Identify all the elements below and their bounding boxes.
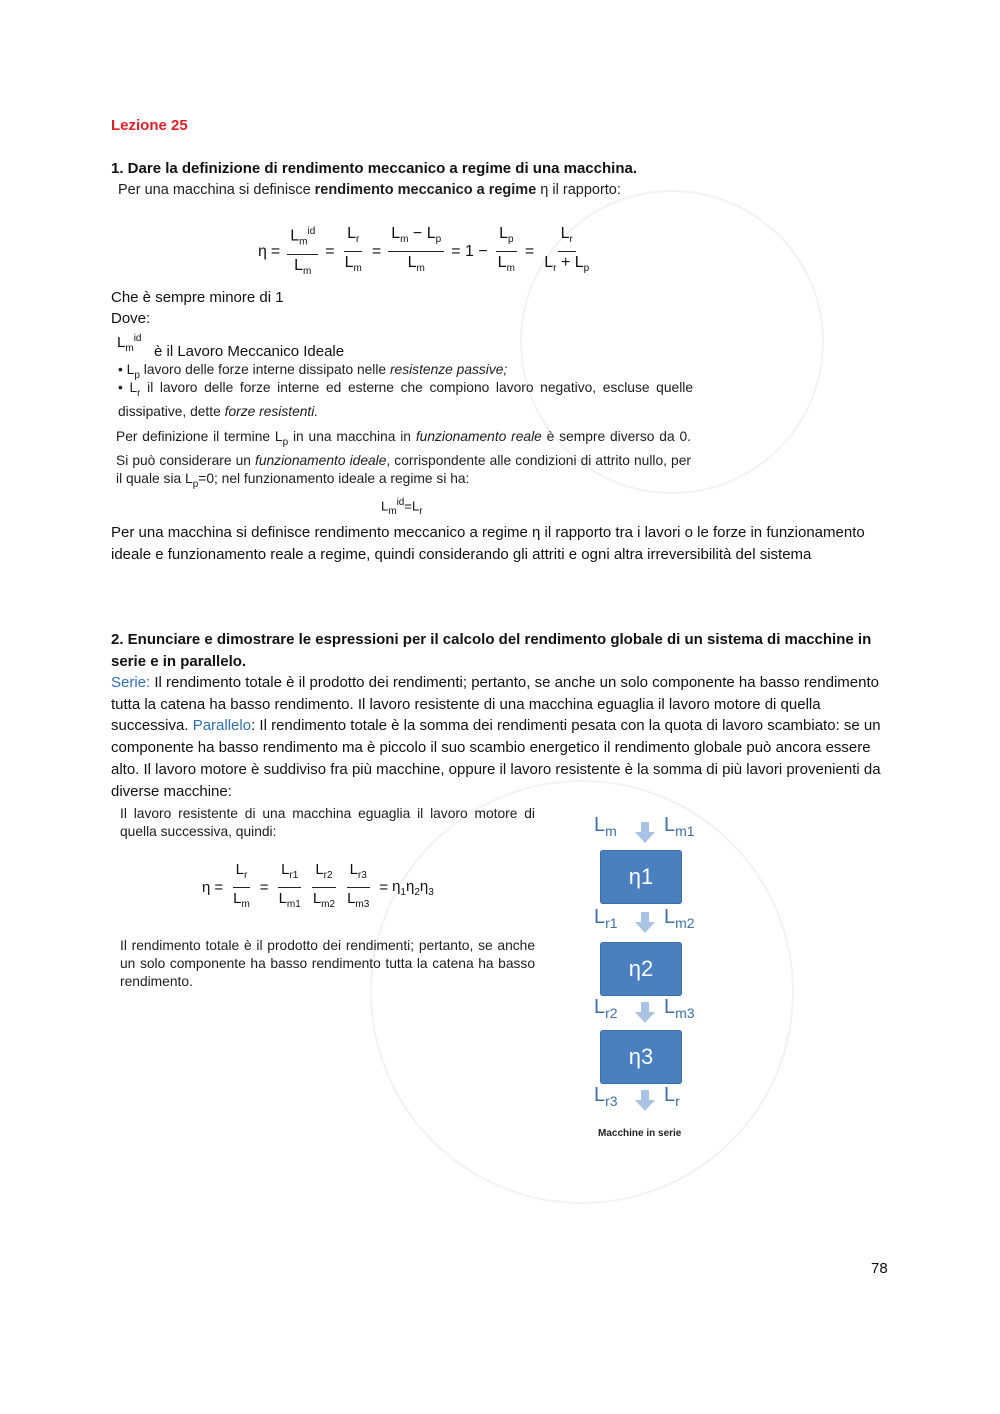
block-eta2: η2 [600, 942, 682, 996]
question-1-title: 1. Dare la definizione di rendimento meccanico a regime di una macchina. [111, 160, 637, 177]
parallelo-label: Parallelo [192, 717, 252, 735]
series-image-intro: Il lavoro resistente di una macchina eguaglia il lavoro motore di quella successiva, quindi: [120, 806, 535, 839]
lmid-text: è il Lavoro Meccanico Ideale [154, 343, 345, 360]
serie-label: Serie: [111, 674, 151, 691]
efficiency-formula: η = $\frac{L_m^{id}}{L_m}$ = $\frac{L_r}{L_m}$ = $\frac{L_m - L_p}{L_m}$ = 1 − $\frac{L_p}{L_m}$ = $\frac{L_r}{L_r + L_p}$ [258, 222, 595, 282]
label-lm3: $L_{m3}$ [664, 996, 695, 1021]
question-2-title: 2. Enunciare e dimostrare le espressioni per il calcolo del rendimento globale di un sistema di macchine in serie e in parallelo. [111, 631, 872, 670]
lp-bullet: • $L_p$ lavoro delle forze interne dissipato nelle resistenze passive; [118, 362, 508, 381]
lr-bullet: • $L_r$ il lavoro delle forze interne ed esterne che compiono lavoro negativo, escluse quelle dissipative, dette forze resistenti. [118, 380, 693, 419]
series-image-conclusion: Il rendimento totale è il prodotto dei rendimenti; pertanto, se anche un solo componente ha basso rendimento tutta la catena ha basso rendimento. [120, 938, 535, 989]
label-lm1: $L_{m1}$ [664, 814, 695, 839]
always-less-than-one: Che è sempre minore di 1 [111, 289, 284, 306]
series-diagram [590, 808, 710, 1148]
diagram-caption: Macchine in serie [598, 1128, 682, 1139]
label-lr2: $L_{r2}$ [594, 996, 618, 1021]
arrow-down-icon [634, 822, 656, 844]
arrow-down-icon [634, 1002, 656, 1024]
lmid-definition: $L_m^{id}$ [117, 333, 142, 354]
label-lm: $L_m$ [594, 814, 617, 839]
dove-label: Dove: [111, 310, 151, 327]
block-eta1: η1 [600, 850, 682, 904]
label-lm2: $L_{m2}$ [664, 906, 695, 931]
q1-summary: Per una macchina si definisce rendimento meccanico a regime η il rapporto tra i lavori o le forze in funzionamento ideale e funzionamento reale a regime, quindi considerando gli attriti e ogni altra irreversibilità del sistema [111, 524, 865, 563]
label-lr3: $L_{r3}$ [594, 1084, 618, 1109]
page-number: 78 [871, 1260, 888, 1277]
q1-image-intro: Per una macchina si definisce rendimento meccanico a regime η il rapporto: [118, 182, 621, 198]
series-formula: η = $\frac{L_r}{L_m}$ = $\frac{L_{r1}}{L_{m1}}$ $\frac{L_{r2}}{L_{m2}}$ $\frac{L_{r3}}{L_{m3}}$ = $\eta_1\eta_2\eta_3$ [202, 861, 434, 910]
arrow-down-icon [634, 1090, 656, 1112]
q2-answer: Serie: Il rendimento totale è il prodotto dei rendimenti; pertanto, se anche un solo componente ha basso rendimento tutta la catena ha basso rendimento. Il lavoro resistente di una macchina eguaglia il lavoro motore di quella successiva. Parallelo: Il rendimento totale è la somma dei rendimenti pesata con la quota di lavoro scambiato: se un componente ha basso rendimento ma è piccolo il suo scambio energetico il rendimento globale può ancora essere alto. Il lavoro motore è suddiviso fra più macchine, oppure il lavoro resistente è la somma di più lavori provenienti da diverse macchine: [111, 674, 881, 800]
label-lr: $L_r$ [664, 1084, 680, 1109]
label-lr1: $L_{r1}$ [594, 906, 618, 931]
watermark-seal-lower [370, 780, 794, 1204]
ideal-definition-paragraph: Per definizione il termine $L_p$ in una macchina in funzionamento reale è sempre diverso da 0. Si può considerare un funzionamento ideale, corrispondente alle condizioni di attrito nullo, per il quale sia $L_p=0$; nel funzionamento ideale a regime si ha: [116, 429, 691, 490]
lesson-heading: Lezione 25 [111, 117, 188, 134]
block-eta3: η3 [600, 1030, 682, 1084]
ideal-equation: $L_m^{id}=L_r$ [381, 497, 423, 517]
arrow-down-icon [634, 912, 656, 934]
